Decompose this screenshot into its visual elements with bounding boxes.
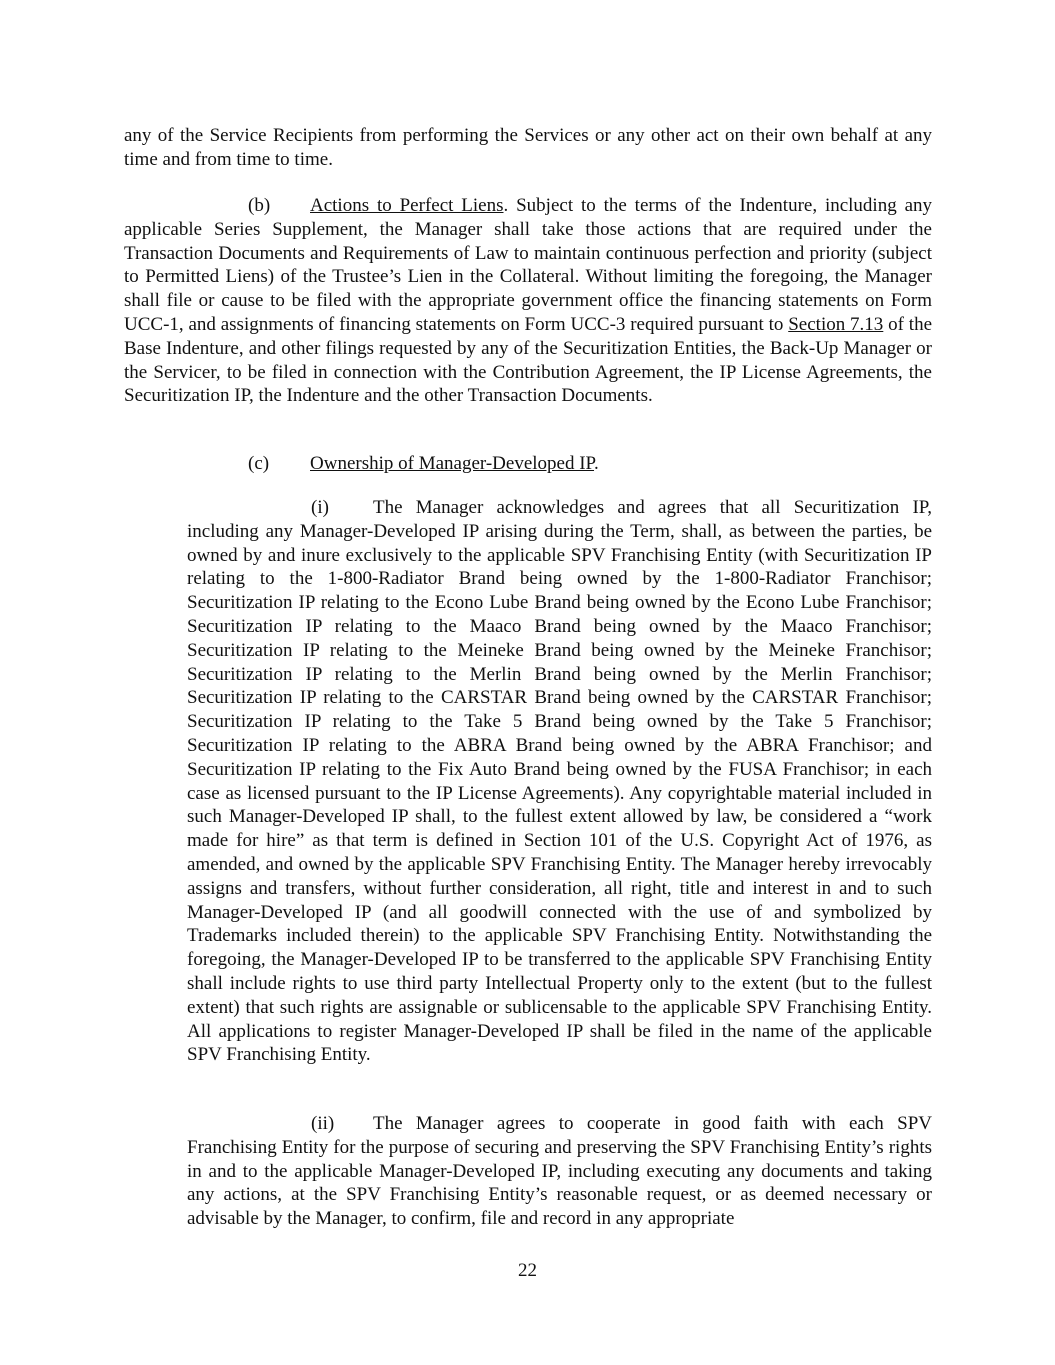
section-c-i-marker: (i) xyxy=(311,497,329,518)
section-c-heading: Ownership of Manager-Developed IP xyxy=(310,453,595,474)
section-c-trailing: . xyxy=(594,453,599,474)
section-c-marker: (c) xyxy=(248,453,270,474)
section-c-heading-line xyxy=(124,452,932,476)
section-7-13-reference: Section 7.13 xyxy=(788,313,884,335)
section-c-ii-paragraph xyxy=(187,1112,932,1231)
section-c-i-paragraph xyxy=(187,496,932,1067)
intro-paragraph xyxy=(124,124,932,172)
section-b-heading: Actions to Perfect Liens xyxy=(310,195,504,216)
page-number: 22 xyxy=(518,1260,537,1281)
section-b-marker: (b) xyxy=(248,195,271,216)
intro-text: any of the Service Recipients from performing the Services or any other act on their own behalf at any time and from time to time. xyxy=(124,125,932,170)
section-b-text-1: . Subject to the terms of the Indenture, including any applicable Series Supplement, the Manager shall take those actions that are required under the Transaction Documents and Requirements of Law to maintain continuous perfection and priority (subject to Permitted Liens) of the Trustee’s Lien in the Collateral. Without limiting the foregoing, the Manager shall file or cause to be filed with the appropriate government office the financing statements on Form UCC-1, and assignments of financing statements on Form UCC-3 required pursuant to xyxy=(124,195,933,335)
section-c-i-text: The Manager acknowledges and agrees that all Securitization IP, including any Manager-Developed IP arising during the Term, shall, as between the parties, be owned by and inure exclusively to the applicable SPV Franchising Entity (with Securitization IP relating to the 1-800-Radiator Brand being owned by the 1-800-Radiator Franchisor; Securitization IP relating to the Econo Lube Brand being owned by the Econo Lube Franchisor; Securitization IP relating to the Maaco Brand being owned by the Maaco Franchisor; Securitization IP relating to the Meineke Brand being owned by the Meineke Franchisor; Securitization IP relating to the Merlin Brand being owned by the Merlin Franchisor; Securitization IP relating to the CARSTAR Brand being owned by the CARSTAR Franchisor; Securitization IP relating to the Take 5 Brand being owned by the Take 5 Franchisor; Securitization IP relating to the ABRA Brand being owned by the ABRA Franchisor; and Securitization IP relating to the Fix Auto Brand being owned by the FUSA Franchisor; in each case as licensed pursuant to the IP License Agreements). Any copyrightable material included in such Manager-Developed IP shall, to the fullest extent allowed by law, be considered a “work made for hire” as that term is defined in Section 101 of the U.S. Copyright Act of 1976, as amended, and owned by the applicable SPV Franchising Entity. The Manager hereby irrevocably assigns and transfers, without further consideration, all right, title and interest in and to such Manager-Developed IP (and all goodwill connected with the use of and symbolized by Trademarks included therein) to the applicable SPV Franchising Entity. Notwithstanding the foregoing, the Manager-Developed IP to be transferred to the applicable SPV Franchising Entity shall include rights to use third party Intellectual Property only to the extent (but to the fullest extent) that such rights are assignable or sublicensable to the applicable SPV Franchising Entity. All applications to register Manager-Developed IP shall be filed in the name of the applicable SPV Franchising Entity. xyxy=(187,497,932,1066)
section-b-text-2: of the Base Indenture, and other filings requested by any of the Securitization Entities, the Back-Up Manager or the Servicer, to be filed in connection with the Contribution Agreement, the IP License Agreements, the Securitization IP, the Indenture and the other Transaction Documents. xyxy=(124,313,933,407)
section-b-paragraph xyxy=(124,194,932,408)
section-c-ii-text: The Manager agrees to cooperate in good faith with each SPV Franchising Entity for the purpose of securing and preserving the SPV Franchising Entity’s rights in and to the applicable Manager-Developed IP, including executing any documents and taking any actions, at the SPV Franchising Entity’s reasonable request, or as deemed necessary or advisable by the Manager, to confirm, file and record in any appropriate xyxy=(187,1113,932,1230)
section-c-ii-marker: (ii) xyxy=(311,1113,335,1134)
